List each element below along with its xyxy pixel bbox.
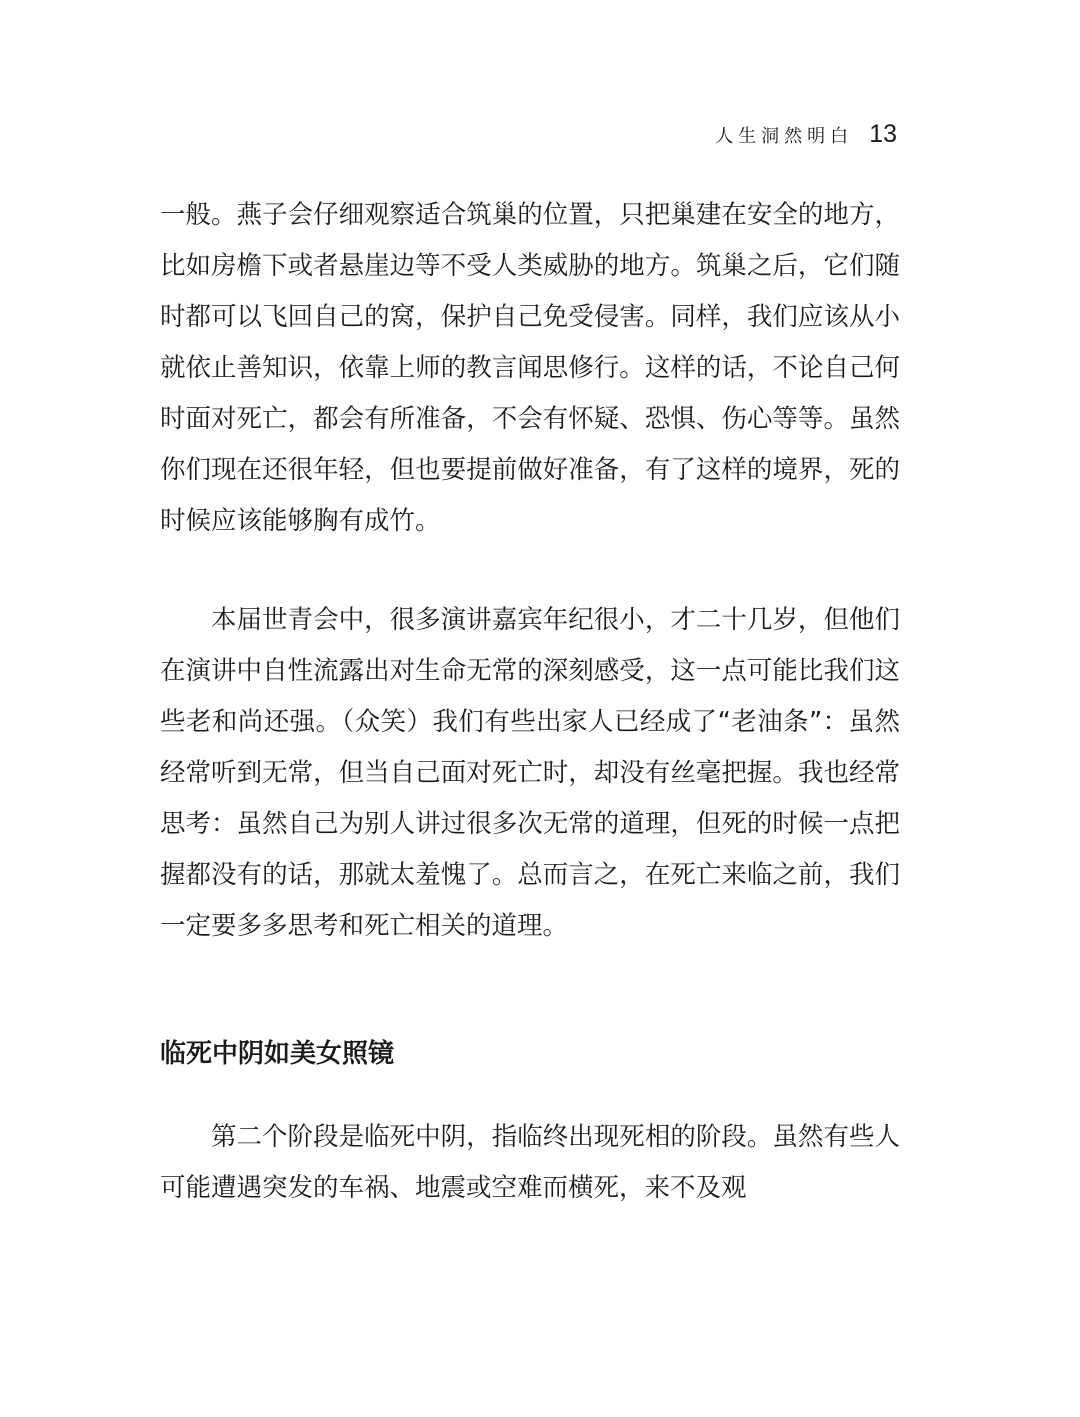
body-paragraph: 第二个阶段是临死中阴，指临终出现死相的阶段。虽然有些人可能遭遇突发的车祸、地震或空难而横死，来不及观 [160, 1122, 900, 1203]
body-paragraph: 一般。燕子会仔细观察适合筑巢的位置，只把巢建在安全的地方，比如房檐下或者悬崖边等不受人类威胁的地方。筑巢之后，它们随时都可以飞回自己的窝，保护自己免受侵害。同样，我们应该从小就依止善知识，依靠上师的教言闻思修行。这样的话，不论自己何时面对死亡，都会有所准备，不会有怀疑、恐惧、伤心等等。虽然你们现在还很年轻，但也要提前做好准备，有了这样的境界，死的时候应该能够胸有成竹。 [160, 200, 900, 536]
page-body [160, 190, 900, 1214]
section-heading: 临死中阴如美女照镜 [160, 1039, 395, 1069]
page-number: 13 [869, 120, 897, 148]
running-title: 人生洞然明白 [715, 126, 854, 147]
running-header [715, 120, 897, 149]
body-paragraph: 本届世青会中，很多演讲嘉宾年纪很小，才二十几岁，但他们在演讲中自性流露出对生命无常的深刻感受，这一点可能比我们这些老和尚还强。（众笑）我们有些出家人已经成了“老油条”：虽然经常听到无常，但当自己面对死亡时，却没有丝毫把握。我也经常思考：虽然自己为别人讲过很多次无常的道理，但死的时候一点把握都没有的话，那就太羞愧了。总而言之，在死亡来临之前，我们一定要多多思考和死亡相关的道理。 [160, 605, 900, 941]
